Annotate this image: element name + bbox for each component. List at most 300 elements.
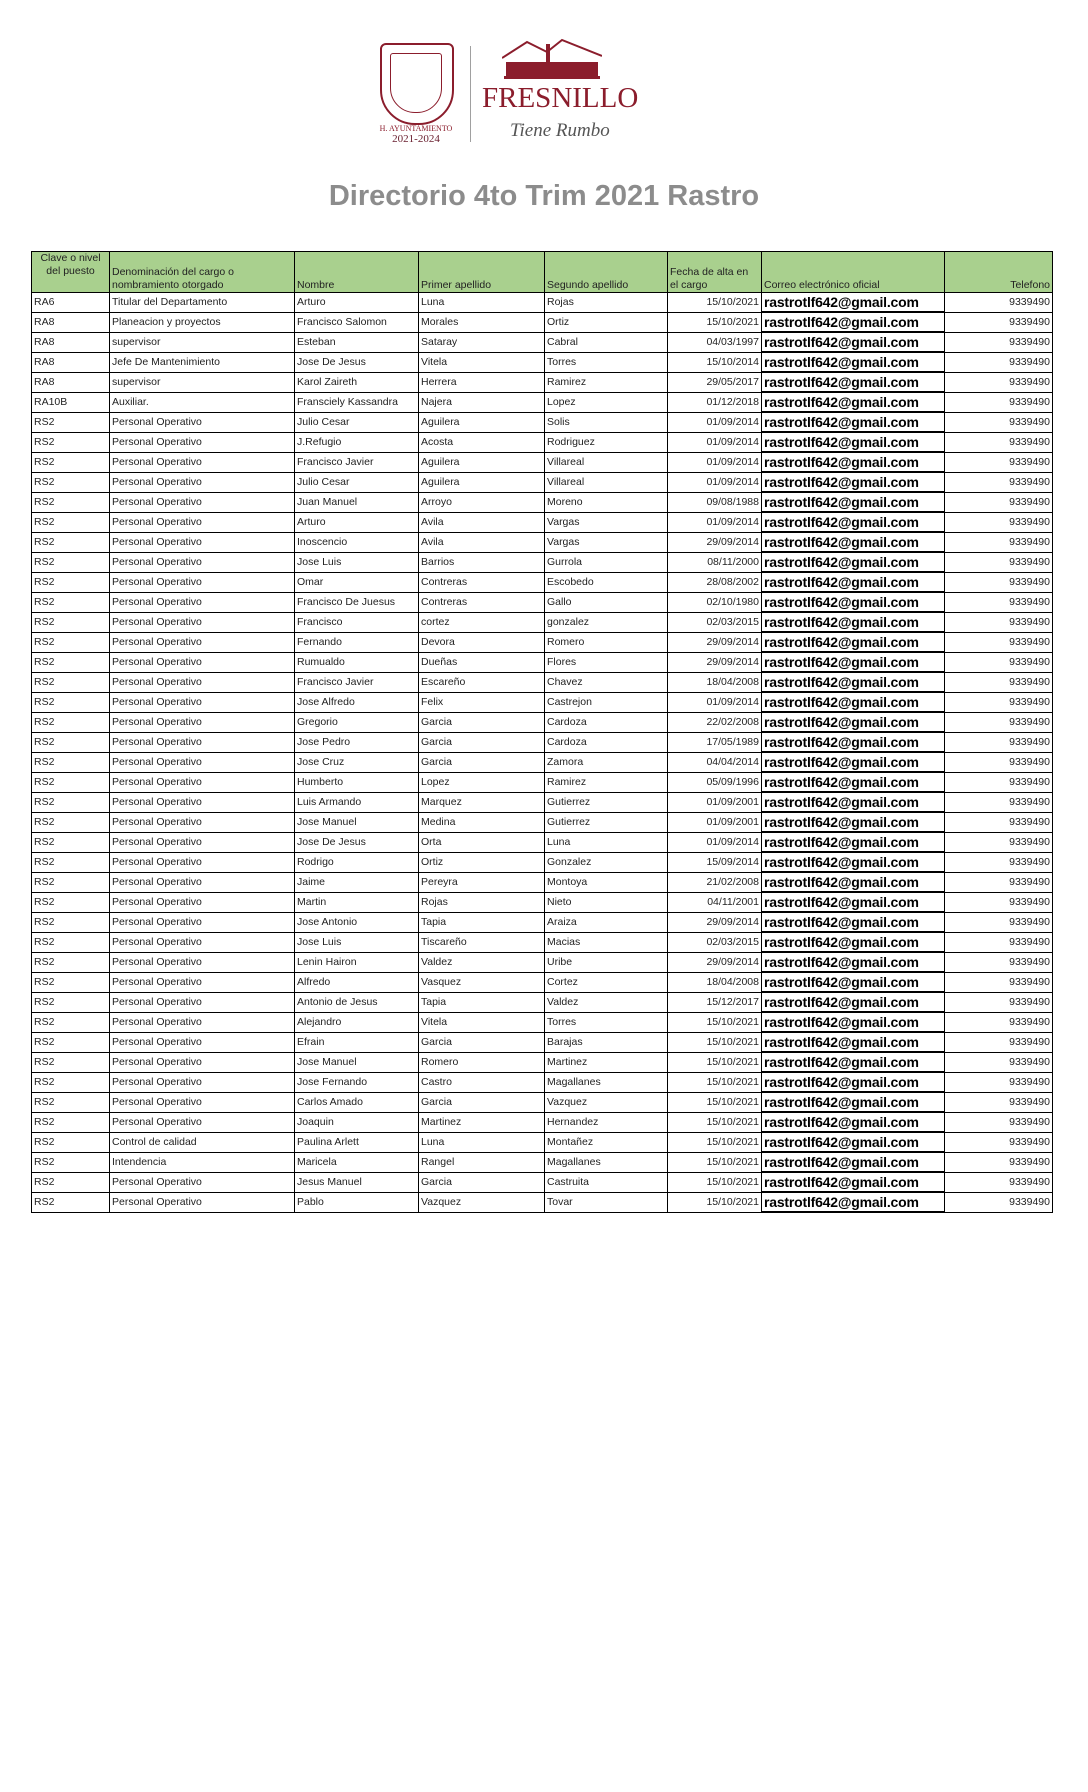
- cell-cargo: Personal Operativo: [110, 632, 295, 652]
- cell-segundo-apellido: Montoya: [545, 872, 668, 892]
- table-row: [32, 972, 1053, 992]
- cell-nombre: Fernando: [295, 632, 419, 652]
- cell-nombre: Jose Fernando: [295, 1072, 419, 1092]
- cell-nombre: Rodrigo: [295, 852, 419, 872]
- cell-clave: RS2: [32, 832, 110, 852]
- cell-cargo: supervisor: [110, 332, 295, 352]
- cell-tel: 9339490: [945, 1092, 1053, 1112]
- cell-tel: 9339490: [945, 452, 1053, 472]
- table-row: [32, 952, 1053, 972]
- cell-email: rastrotlf642@gmail.com: [762, 1172, 945, 1192]
- cell-email: rastrotlf642@gmail.com: [762, 572, 945, 592]
- table-row: [32, 1032, 1053, 1052]
- cell-date: 17/05/1989: [668, 732, 762, 752]
- cell-primer-apellido: Pereyra: [419, 872, 545, 892]
- cell-clave: RA8: [32, 332, 110, 352]
- cell-date: 02/03/2015: [668, 932, 762, 952]
- cell-primer-apellido: Rangel: [419, 1152, 545, 1172]
- cell-cargo: Personal Operativo: [110, 1072, 295, 1092]
- cell-email: rastrotlf642@gmail.com: [762, 1072, 945, 1092]
- cell-cargo: Auxiliar.: [110, 392, 295, 412]
- cell-primer-apellido: Luna: [419, 293, 545, 313]
- table-row: [32, 532, 1053, 552]
- cell-date: 15/10/2021: [668, 1112, 762, 1132]
- cell-clave: RS2: [32, 792, 110, 812]
- cell-tel: 9339490: [945, 912, 1053, 932]
- table-row: [32, 1152, 1053, 1172]
- cell-tel: 9339490: [945, 592, 1053, 612]
- cell-nombre: Francisco Salomon: [295, 312, 419, 332]
- cell-nombre: Luis Armando: [295, 792, 419, 812]
- cell-tel: 9339490: [945, 492, 1053, 512]
- cell-primer-apellido: Rojas: [419, 892, 545, 912]
- cell-email: rastrotlf642@gmail.com: [762, 392, 945, 412]
- cell-tel: 9339490: [945, 372, 1053, 392]
- cell-date: 01/09/2014: [668, 692, 762, 712]
- cell-cargo: Jefe De Mantenimiento: [110, 352, 295, 372]
- cell-cargo: Personal Operativo: [110, 832, 295, 852]
- cell-clave: RS2: [32, 1012, 110, 1032]
- cell-nombre: Francisco Javier: [295, 672, 419, 692]
- col-header-nombre: Nombre: [295, 252, 419, 293]
- cell-date: 08/11/2000: [668, 552, 762, 572]
- cell-tel: 9339490: [945, 332, 1053, 352]
- cell-tel: 9339490: [945, 632, 1053, 652]
- cell-email: rastrotlf642@gmail.com: [762, 792, 945, 812]
- cell-clave: RS2: [32, 972, 110, 992]
- cell-date: 01/09/2014: [668, 472, 762, 492]
- cell-cargo: Personal Operativo: [110, 1032, 295, 1052]
- cell-primer-apellido: Avila: [419, 512, 545, 532]
- cell-clave: RS2: [32, 992, 110, 1012]
- cell-cargo: Personal Operativo: [110, 732, 295, 752]
- cell-tel: 9339490: [945, 952, 1053, 972]
- table-row: [32, 1172, 1053, 1192]
- cell-segundo-apellido: Zamora: [545, 752, 668, 772]
- cell-cargo: Personal Operativo: [110, 472, 295, 492]
- cell-email: rastrotlf642@gmail.com: [762, 1032, 945, 1052]
- cell-tel: 9339490: [945, 552, 1053, 572]
- cell-primer-apellido: Dueñas: [419, 652, 545, 672]
- directory-table: [31, 251, 1053, 1213]
- cell-segundo-apellido: Cortez: [545, 972, 668, 992]
- cell-segundo-apellido: Lopez: [545, 392, 668, 412]
- col-header-clave: Clave o nivel del puesto: [32, 252, 110, 293]
- cell-segundo-apellido: Villareal: [545, 452, 668, 472]
- cell-tel: 9339490: [945, 1192, 1053, 1212]
- cell-email: rastrotlf642@gmail.com: [762, 812, 945, 832]
- col-header-primer-apellido: Primer apellido: [419, 252, 545, 293]
- table-row: [32, 692, 1053, 712]
- cell-nombre: Paulina Arlett: [295, 1132, 419, 1152]
- cell-nombre: Jose Cruz: [295, 752, 419, 772]
- cell-primer-apellido: Marquez: [419, 792, 545, 812]
- cell-clave: RS2: [32, 692, 110, 712]
- cell-segundo-apellido: Martinez: [545, 1052, 668, 1072]
- table-header-row: [32, 252, 1053, 293]
- cell-tel: 9339490: [945, 992, 1053, 1012]
- cell-email: rastrotlf642@gmail.com: [762, 592, 945, 612]
- cell-email: rastrotlf642@gmail.com: [762, 532, 945, 552]
- cell-tel: 9339490: [945, 392, 1053, 412]
- cell-email: rastrotlf642@gmail.com: [762, 972, 945, 992]
- cell-email: rastrotlf642@gmail.com: [762, 872, 945, 892]
- cell-clave: RS2: [32, 572, 110, 592]
- brand-name: FRESNILLO: [482, 82, 639, 114]
- cell-primer-apellido: Lopez: [419, 772, 545, 792]
- cell-clave: RS2: [32, 1152, 110, 1172]
- cell-nombre: Julio Cesar: [295, 412, 419, 432]
- cell-date: 29/05/2017: [668, 372, 762, 392]
- cell-primer-apellido: Aguilera: [419, 412, 545, 432]
- cell-tel: 9339490: [945, 1072, 1053, 1092]
- cell-primer-apellido: Tiscareño: [419, 932, 545, 952]
- cell-primer-apellido: Vitela: [419, 1012, 545, 1032]
- cell-email: rastrotlf642@gmail.com: [762, 612, 945, 632]
- cell-tel: 9339490: [945, 1172, 1053, 1192]
- table-row: [32, 372, 1053, 392]
- table-row: [32, 712, 1053, 732]
- col-header-telefono: Telefono: [945, 252, 1053, 293]
- cell-tel: 9339490: [945, 352, 1053, 372]
- period-text: 2021-2024: [392, 133, 440, 145]
- cell-date: 05/09/1996: [668, 772, 762, 792]
- cell-clave: RS2: [32, 612, 110, 632]
- cell-email: rastrotlf642@gmail.com: [762, 912, 945, 932]
- cell-clave: RS2: [32, 872, 110, 892]
- cell-clave: RS2: [32, 1192, 110, 1212]
- cell-segundo-apellido: Gallo: [545, 592, 668, 612]
- cell-tel: 9339490: [945, 752, 1053, 772]
- cell-primer-apellido: Garcia: [419, 752, 545, 772]
- cell-email: rastrotlf642@gmail.com: [762, 632, 945, 652]
- cell-tel: 9339490: [945, 472, 1053, 492]
- cell-clave: RS2: [32, 732, 110, 752]
- cell-date: 01/09/2014: [668, 432, 762, 452]
- cell-segundo-apellido: Magallanes: [545, 1072, 668, 1092]
- cell-date: 18/04/2008: [668, 672, 762, 692]
- cell-segundo-apellido: Luna: [545, 832, 668, 852]
- table-row: [32, 312, 1053, 332]
- cell-nombre: J.Refugio: [295, 432, 419, 452]
- cell-email: rastrotlf642@gmail.com: [762, 652, 945, 672]
- cell-primer-apellido: Sataray: [419, 332, 545, 352]
- cell-cargo: Personal Operativo: [110, 1172, 295, 1192]
- cell-nombre: Pablo: [295, 1192, 419, 1212]
- cell-email: rastrotlf642@gmail.com: [762, 1132, 945, 1152]
- cell-nombre: Fransciely Kassandra: [295, 392, 419, 412]
- cell-segundo-apellido: Vargas: [545, 512, 668, 532]
- table-row: [32, 1092, 1053, 1112]
- cell-nombre: Francisco: [295, 612, 419, 632]
- page-title: Directorio 4to Trim 2021 Rastro: [328, 180, 760, 212]
- cell-date: 15/10/2021: [668, 1132, 762, 1152]
- cell-clave: RS2: [32, 932, 110, 952]
- cell-primer-apellido: Morales: [419, 312, 545, 332]
- cell-date: 29/09/2014: [668, 632, 762, 652]
- cell-tel: 9339490: [945, 772, 1053, 792]
- cell-cargo: Personal Operativo: [110, 1112, 295, 1132]
- cell-date: 15/10/2021: [668, 1152, 762, 1172]
- cell-tel: 9339490: [945, 1132, 1053, 1152]
- cell-segundo-apellido: Tovar: [545, 1192, 668, 1212]
- table-row: [32, 1052, 1053, 1072]
- cell-segundo-apellido: Montañez: [545, 1132, 668, 1152]
- cell-primer-apellido: Luna: [419, 1132, 545, 1152]
- municipal-seal-logo: [380, 43, 454, 125]
- table-row: [32, 652, 1053, 672]
- cell-clave: RS2: [32, 512, 110, 532]
- cell-nombre: Joaquin: [295, 1112, 419, 1132]
- cell-cargo: Personal Operativo: [110, 552, 295, 572]
- cell-date: 01/09/2001: [668, 792, 762, 812]
- cell-clave: RS2: [32, 1112, 110, 1132]
- cell-date: 15/09/2014: [668, 852, 762, 872]
- table-row: [32, 492, 1053, 512]
- cell-nombre: Omar: [295, 572, 419, 592]
- cell-email: rastrotlf642@gmail.com: [762, 832, 945, 852]
- cell-primer-apellido: Garcia: [419, 1172, 545, 1192]
- cell-nombre: Jose Alfredo: [295, 692, 419, 712]
- cell-cargo: Personal Operativo: [110, 692, 295, 712]
- cell-segundo-apellido: Gutierrez: [545, 792, 668, 812]
- cell-tel: 9339490: [945, 712, 1053, 732]
- cell-cargo: Personal Operativo: [110, 972, 295, 992]
- cell-clave: RS2: [32, 892, 110, 912]
- cell-segundo-apellido: Flores: [545, 652, 668, 672]
- cell-primer-apellido: Vazquez: [419, 1192, 545, 1212]
- table-row: [32, 772, 1053, 792]
- cell-cargo: Personal Operativo: [110, 512, 295, 532]
- cell-clave: RS2: [32, 652, 110, 672]
- cell-segundo-apellido: Villareal: [545, 472, 668, 492]
- cell-cargo: Personal Operativo: [110, 1092, 295, 1112]
- cell-clave: RS2: [32, 632, 110, 652]
- cell-email: rastrotlf642@gmail.com: [762, 932, 945, 952]
- cell-date: 18/04/2008: [668, 972, 762, 992]
- cell-primer-apellido: Romero: [419, 1052, 545, 1072]
- cell-tel: 9339490: [945, 612, 1053, 632]
- cell-tel: 9339490: [945, 832, 1053, 852]
- cell-clave: RA8: [32, 372, 110, 392]
- cell-date: 29/09/2014: [668, 652, 762, 672]
- table-row: [32, 352, 1053, 372]
- cell-primer-apellido: Contreras: [419, 572, 545, 592]
- cell-primer-apellido: Devora: [419, 632, 545, 652]
- cell-segundo-apellido: Macias: [545, 932, 668, 952]
- cell-tel: 9339490: [945, 432, 1053, 452]
- cell-date: 21/02/2008: [668, 872, 762, 892]
- cell-nombre: Lenin Hairon: [295, 952, 419, 972]
- cell-nombre: Antonio de Jesus: [295, 992, 419, 1012]
- cell-cargo: Personal Operativo: [110, 1192, 295, 1212]
- cell-cargo: Titular del Departamento: [110, 293, 295, 313]
- cell-email: rastrotlf642@gmail.com: [762, 372, 945, 392]
- cell-clave: RS2: [32, 712, 110, 732]
- cell-segundo-apellido: Cardoza: [545, 712, 668, 732]
- cell-tel: 9339490: [945, 412, 1053, 432]
- cell-primer-apellido: Vasquez: [419, 972, 545, 992]
- table-row: [32, 912, 1053, 932]
- cell-clave: RS2: [32, 1092, 110, 1112]
- cell-date: 04/04/2014: [668, 752, 762, 772]
- cell-nombre: Francisco De Juesus: [295, 592, 419, 612]
- cell-date: 04/03/1997: [668, 332, 762, 352]
- table-row: [32, 1192, 1053, 1212]
- cell-nombre: Martin: [295, 892, 419, 912]
- cell-nombre: Jose Luis: [295, 552, 419, 572]
- cell-email: rastrotlf642@gmail.com: [762, 1152, 945, 1172]
- cell-cargo: Personal Operativo: [110, 872, 295, 892]
- cell-nombre: Humberto: [295, 772, 419, 792]
- cell-primer-apellido: Felix: [419, 692, 545, 712]
- cell-nombre: Jose Manuel: [295, 1052, 419, 1072]
- cell-cargo: Personal Operativo: [110, 652, 295, 672]
- cell-email: rastrotlf642@gmail.com: [762, 892, 945, 912]
- cell-date: 29/09/2014: [668, 952, 762, 972]
- cell-email: rastrotlf642@gmail.com: [762, 752, 945, 772]
- cell-tel: 9339490: [945, 672, 1053, 692]
- cell-clave: RA8: [32, 312, 110, 332]
- cell-primer-apellido: Barrios: [419, 552, 545, 572]
- cell-segundo-apellido: Vargas: [545, 532, 668, 552]
- table-row: [32, 512, 1053, 532]
- cell-clave: RS2: [32, 1072, 110, 1092]
- cell-segundo-apellido: Castruita: [545, 1172, 668, 1192]
- cell-nombre: Juan Manuel: [295, 492, 419, 512]
- cell-segundo-apellido: Gonzalez: [545, 852, 668, 872]
- table-row: [32, 932, 1053, 952]
- cell-segundo-apellido: Solis: [545, 412, 668, 432]
- cell-primer-apellido: Arroyo: [419, 492, 545, 512]
- cell-tel: 9339490: [945, 293, 1053, 313]
- cell-email: rastrotlf642@gmail.com: [762, 692, 945, 712]
- table-row: [32, 572, 1053, 592]
- cell-cargo: Personal Operativo: [110, 1012, 295, 1032]
- cell-cargo: Personal Operativo: [110, 892, 295, 912]
- cell-tel: 9339490: [945, 652, 1053, 672]
- cell-nombre: Maricela: [295, 1152, 419, 1172]
- cell-segundo-apellido: Hernandez: [545, 1112, 668, 1132]
- cell-clave: RS2: [32, 412, 110, 432]
- cell-segundo-apellido: Chavez: [545, 672, 668, 692]
- cell-date: 09/08/1988: [668, 492, 762, 512]
- cell-date: 29/09/2014: [668, 532, 762, 552]
- cell-nombre: Carlos Amado: [295, 1092, 419, 1112]
- cell-nombre: Julio Cesar: [295, 472, 419, 492]
- cell-primer-apellido: Aguilera: [419, 452, 545, 472]
- cell-primer-apellido: Valdez: [419, 952, 545, 972]
- cell-segundo-apellido: Rojas: [545, 293, 668, 313]
- cell-segundo-apellido: Barajas: [545, 1032, 668, 1052]
- cell-segundo-apellido: Gurrola: [545, 552, 668, 572]
- cell-clave: RS2: [32, 752, 110, 772]
- table-row: [32, 752, 1053, 772]
- cell-cargo: Personal Operativo: [110, 792, 295, 812]
- cell-email: rastrotlf642@gmail.com: [762, 1012, 945, 1032]
- cell-primer-apellido: Contreras: [419, 592, 545, 612]
- cell-primer-apellido: Medina: [419, 812, 545, 832]
- logo-divider: [470, 46, 471, 142]
- cell-clave: RS2: [32, 952, 110, 972]
- cell-cargo: Intendencia: [110, 1152, 295, 1172]
- cell-primer-apellido: Garcia: [419, 712, 545, 732]
- table-row: [32, 672, 1053, 692]
- cell-date: 15/10/2021: [668, 293, 762, 313]
- cell-primer-apellido: Orta: [419, 832, 545, 852]
- table-row: [32, 612, 1053, 632]
- cell-email: rastrotlf642@gmail.com: [762, 1192, 945, 1212]
- cell-tel: 9339490: [945, 1152, 1053, 1172]
- cell-tel: 9339490: [945, 532, 1053, 552]
- cell-nombre: Arturo: [295, 512, 419, 532]
- cell-tel: 9339490: [945, 1032, 1053, 1052]
- cell-clave: RS2: [32, 772, 110, 792]
- cell-primer-apellido: Martinez: [419, 1112, 545, 1132]
- cell-segundo-apellido: Romero: [545, 632, 668, 652]
- cell-tel: 9339490: [945, 872, 1053, 892]
- cell-clave: RS2: [32, 1172, 110, 1192]
- table-row: [32, 552, 1053, 572]
- table-row: [32, 732, 1053, 752]
- cell-segundo-apellido: Uribe: [545, 952, 668, 972]
- cell-email: rastrotlf642@gmail.com: [762, 432, 945, 452]
- cell-tel: 9339490: [945, 1012, 1053, 1032]
- cell-cargo: Personal Operativo: [110, 712, 295, 732]
- cell-email: rastrotlf642@gmail.com: [762, 492, 945, 512]
- cell-primer-apellido: cortez: [419, 612, 545, 632]
- cell-cargo: Planeacion y proyectos: [110, 312, 295, 332]
- table-row: [32, 892, 1053, 912]
- cell-date: 01/09/2014: [668, 832, 762, 852]
- cell-clave: RA10B: [32, 392, 110, 412]
- cell-nombre: Jose De Jesus: [295, 832, 419, 852]
- cell-cargo: Personal Operativo: [110, 572, 295, 592]
- cell-date: 15/10/2021: [668, 1012, 762, 1032]
- cell-segundo-apellido: Ramirez: [545, 372, 668, 392]
- cell-email: rastrotlf642@gmail.com: [762, 672, 945, 692]
- cell-segundo-apellido: Ramirez: [545, 772, 668, 792]
- cell-segundo-apellido: Escobedo: [545, 572, 668, 592]
- cell-email: rastrotlf642@gmail.com: [762, 312, 945, 332]
- cell-cargo: Personal Operativo: [110, 812, 295, 832]
- cell-nombre: Jose Luis: [295, 932, 419, 952]
- cell-tel: 9339490: [945, 692, 1053, 712]
- cell-nombre: Francisco Javier: [295, 452, 419, 472]
- cell-date: 29/09/2014: [668, 912, 762, 932]
- cell-date: 22/02/2008: [668, 712, 762, 732]
- cell-primer-apellido: Acosta: [419, 432, 545, 452]
- cell-date: 15/10/2021: [668, 1092, 762, 1112]
- cell-nombre: Alfredo: [295, 972, 419, 992]
- cell-date: 15/10/2021: [668, 1192, 762, 1212]
- cell-clave: RS2: [32, 452, 110, 472]
- cell-tel: 9339490: [945, 812, 1053, 832]
- cell-clave: RA6: [32, 293, 110, 313]
- cell-nombre: Jose Manuel: [295, 812, 419, 832]
- cell-date: 01/09/2014: [668, 512, 762, 532]
- table-row: [32, 392, 1053, 412]
- cell-cargo: supervisor: [110, 372, 295, 392]
- cell-date: 01/09/2014: [668, 412, 762, 432]
- table-row: [32, 472, 1053, 492]
- brand-slogan: Tiene Rumbo: [510, 120, 610, 141]
- cell-email: rastrotlf642@gmail.com: [762, 852, 945, 872]
- cell-date: 15/12/2017: [668, 992, 762, 1012]
- cell-primer-apellido: Garcia: [419, 1032, 545, 1052]
- cell-email: rastrotlf642@gmail.com: [762, 1092, 945, 1112]
- cell-date: 01/09/2014: [668, 452, 762, 472]
